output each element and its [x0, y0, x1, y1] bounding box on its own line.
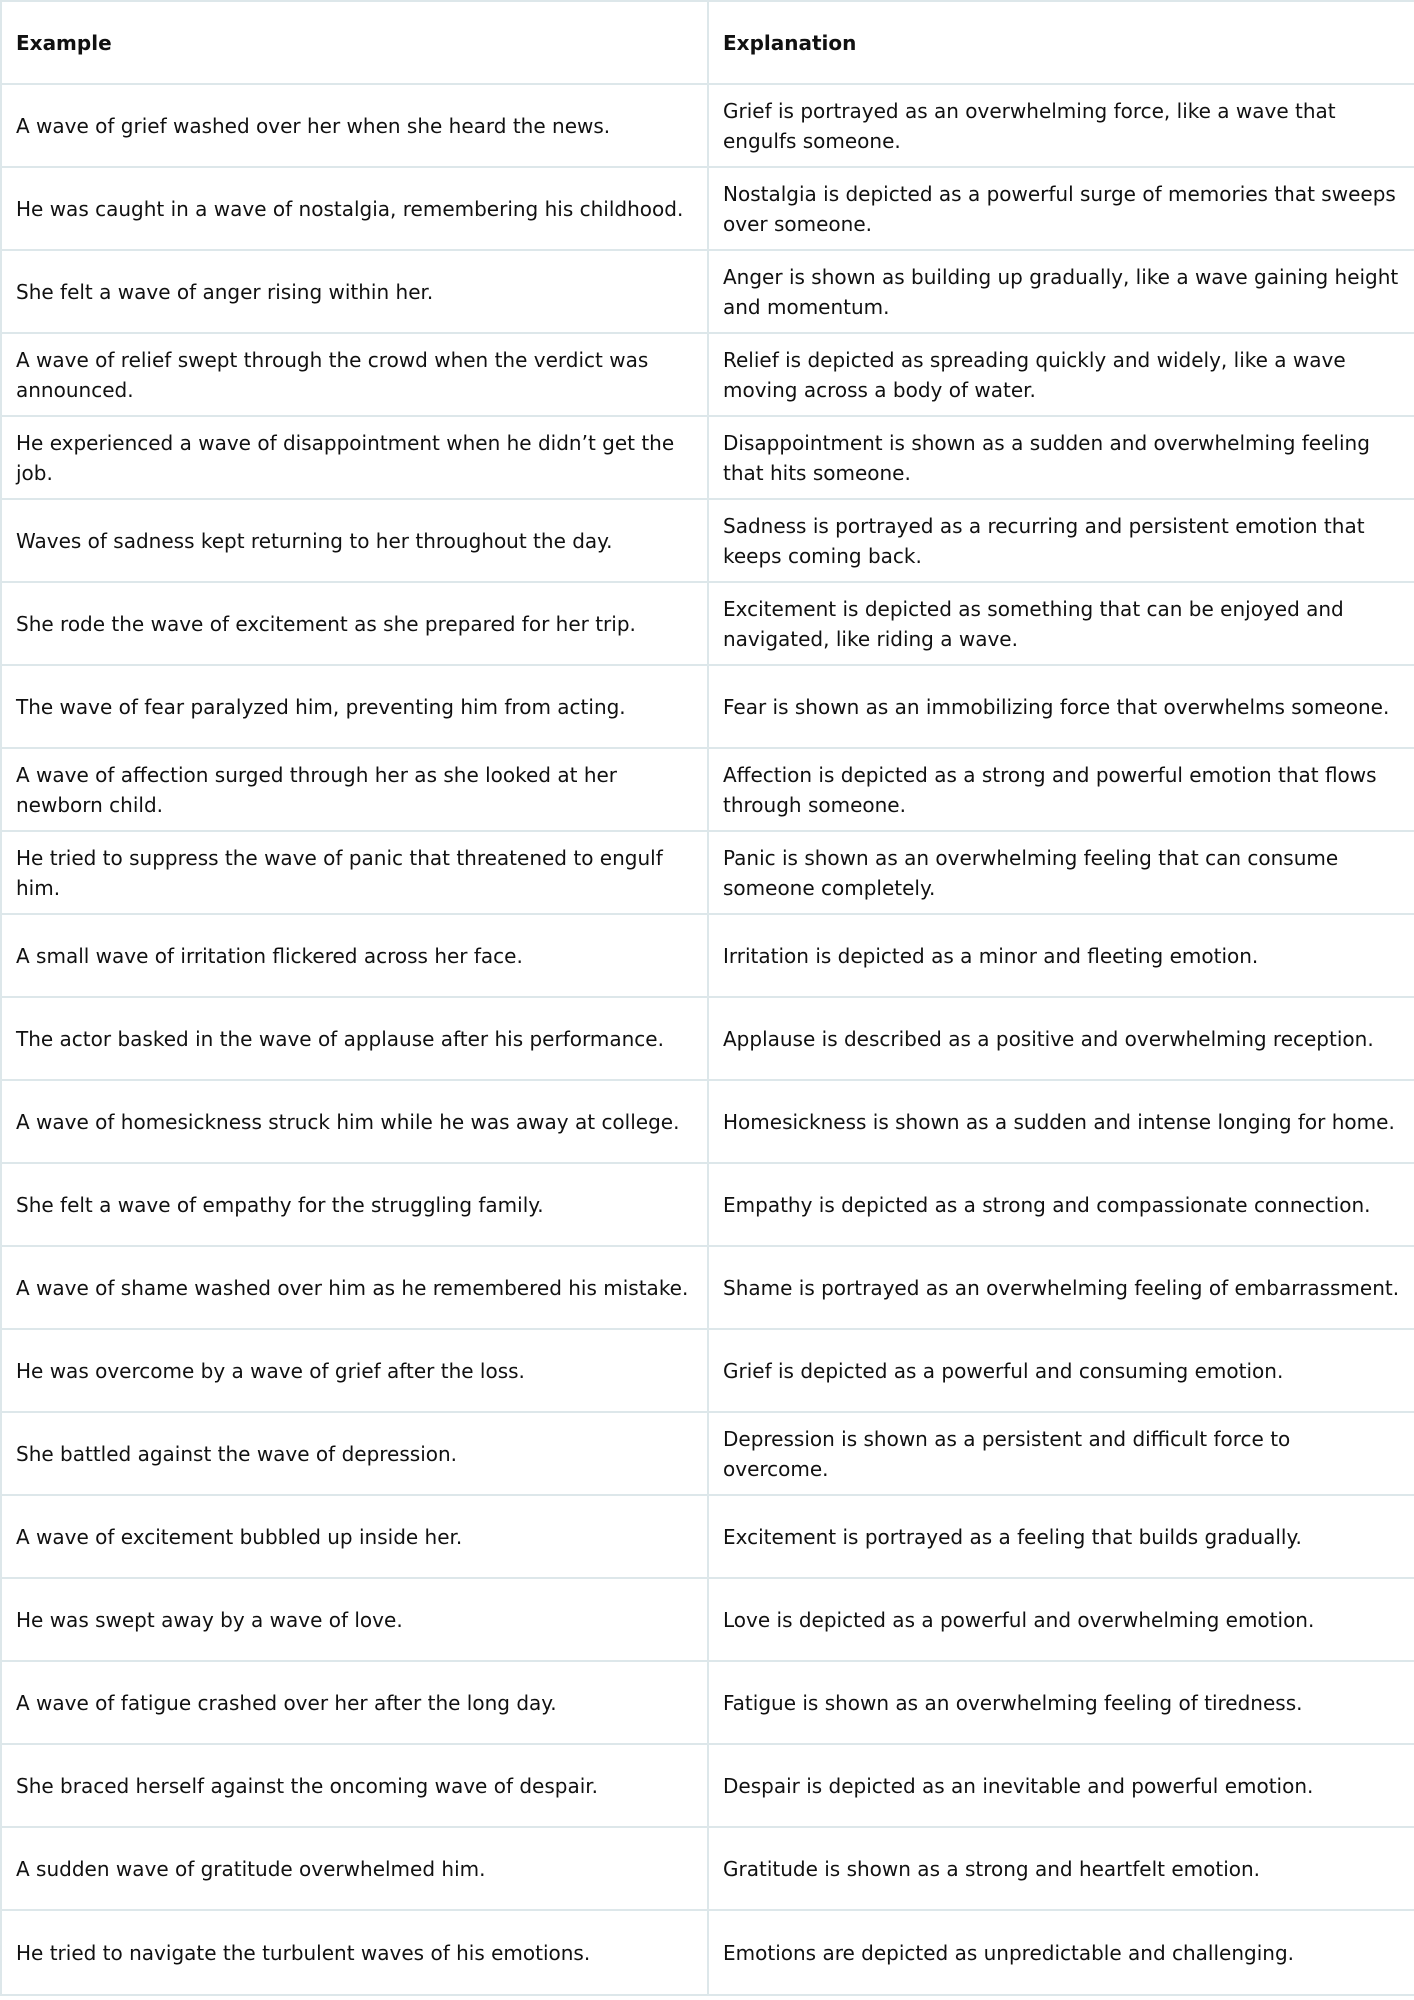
- example-cell: Waves of sadness kept returning to her throughout the day.: [1, 499, 708, 582]
- table-row: [1, 997, 1414, 1080]
- explanation-cell: Love is depicted as a powerful and overwhelming emotion.: [708, 1578, 1414, 1661]
- table-header-row: [1, 1, 1414, 84]
- table-row: [1, 499, 1414, 582]
- explanation-cell: Gratitude is shown as a strong and heartfelt emotion.: [708, 1827, 1414, 1910]
- example-cell: A sudden wave of gratitude overwhelmed him.: [1, 1827, 708, 1910]
- explanation-cell: Depression is shown as a persistent and difficult force to overcome.: [708, 1412, 1414, 1495]
- table-row: [1, 748, 1414, 831]
- column-header-example: Example: [1, 1, 708, 84]
- table-row: [1, 84, 1414, 167]
- example-cell: A wave of grief washed over her when she heard the news.: [1, 84, 708, 167]
- explanation-cell: Emotions are depicted as unpredictable and challenging.: [708, 1910, 1414, 1995]
- example-cell: He experienced a wave of disappointment when he didn’t get the job.: [1, 416, 708, 499]
- example-cell: A wave of fatigue crashed over her after the long day.: [1, 1661, 708, 1744]
- explanation-cell: Applause is described as a positive and overwhelming reception.: [708, 997, 1414, 1080]
- table-row: [1, 1246, 1414, 1329]
- explanation-cell: Grief is portrayed as an overwhelming force, like a wave that engulfs someone.: [708, 84, 1414, 167]
- explanation-cell: Shame is portrayed as an overwhelming feeling of embarrassment.: [708, 1246, 1414, 1329]
- explanation-cell: Fatigue is shown as an overwhelming feeling of tiredness.: [708, 1661, 1414, 1744]
- explanation-cell: Despair is depicted as an inevitable and powerful emotion.: [708, 1744, 1414, 1827]
- explanation-cell: Grief is depicted as a powerful and consuming emotion.: [708, 1329, 1414, 1412]
- explanation-cell: Affection is depicted as a strong and powerful emotion that flows through someone.: [708, 748, 1414, 831]
- example-cell: She felt a wave of anger rising within her.: [1, 250, 708, 333]
- example-cell: He was overcome by a wave of grief after the loss.: [1, 1329, 708, 1412]
- table-row: [1, 333, 1414, 416]
- table-row: [1, 914, 1414, 997]
- table-row: [1, 1827, 1414, 1910]
- explanation-cell: Nostalgia is depicted as a powerful surge of memories that sweeps over someone.: [708, 167, 1414, 250]
- table-row: [1, 831, 1414, 914]
- explanation-cell: Disappointment is shown as a sudden and overwhelming feeling that hits someone.: [708, 416, 1414, 499]
- column-header-explanation: Explanation: [708, 1, 1414, 84]
- example-cell: A wave of homesickness struck him while he was away at college.: [1, 1080, 708, 1163]
- explanation-cell: Homesickness is shown as a sudden and intense longing for home.: [708, 1080, 1414, 1163]
- table-row: [1, 1910, 1414, 1995]
- table-row: [1, 167, 1414, 250]
- example-cell: He tried to navigate the turbulent waves of his emotions.: [1, 1910, 708, 1995]
- table-row: [1, 1412, 1414, 1495]
- table-row: [1, 1329, 1414, 1412]
- example-cell: A wave of relief swept through the crowd when the verdict was announced.: [1, 333, 708, 416]
- explanation-cell: Excitement is portrayed as a feeling that builds gradually.: [708, 1495, 1414, 1578]
- table-row: [1, 1661, 1414, 1744]
- table-row: [1, 1495, 1414, 1578]
- example-cell: A small wave of irritation flickered across her face.: [1, 914, 708, 997]
- example-cell: The wave of fear paralyzed him, preventing him from acting.: [1, 665, 708, 748]
- example-cell: She felt a wave of empathy for the struggling family.: [1, 1163, 708, 1246]
- table-row: [1, 1163, 1414, 1246]
- example-cell: A wave of affection surged through her as she looked at her newborn child.: [1, 748, 708, 831]
- example-cell: The actor basked in the wave of applause after his performance.: [1, 997, 708, 1080]
- table-row: [1, 1080, 1414, 1163]
- example-cell: He was swept away by a wave of love.: [1, 1578, 708, 1661]
- explanation-cell: Irritation is depicted as a minor and fleeting emotion.: [708, 914, 1414, 997]
- table-row: [1, 582, 1414, 665]
- table-row: [1, 665, 1414, 748]
- example-cell: A wave of excitement bubbled up inside her.: [1, 1495, 708, 1578]
- example-cell: She braced herself against the oncoming wave of despair.: [1, 1744, 708, 1827]
- explanation-cell: Panic is shown as an overwhelming feeling that can consume someone completely.: [708, 831, 1414, 914]
- explanation-cell: Fear is shown as an immobilizing force that overwhelms someone.: [708, 665, 1414, 748]
- table-row: [1, 1578, 1414, 1661]
- example-cell: She rode the wave of excitement as she prepared for her trip.: [1, 582, 708, 665]
- example-cell: She battled against the wave of depression.: [1, 1412, 708, 1495]
- explanation-cell: Excitement is depicted as something that can be enjoyed and navigated, like riding a wave.: [708, 582, 1414, 665]
- example-cell: A wave of shame washed over him as he remembered his mistake.: [1, 1246, 708, 1329]
- explanation-cell: Relief is depicted as spreading quickly and widely, like a wave moving across a body of water.: [708, 333, 1414, 416]
- table-row: [1, 416, 1414, 499]
- example-cell: He was caught in a wave of nostalgia, remembering his childhood.: [1, 167, 708, 250]
- table-row: [1, 250, 1414, 333]
- example-cell: He tried to suppress the wave of panic that threatened to engulf him.: [1, 831, 708, 914]
- explanation-cell: Empathy is depicted as a strong and compassionate connection.: [708, 1163, 1414, 1246]
- explanation-cell: Sadness is portrayed as a recurring and persistent emotion that keeps coming back.: [708, 499, 1414, 582]
- explanation-cell: Anger is shown as building up gradually, like a wave gaining height and momentum.: [708, 250, 1414, 333]
- table-row: [1, 1744, 1414, 1827]
